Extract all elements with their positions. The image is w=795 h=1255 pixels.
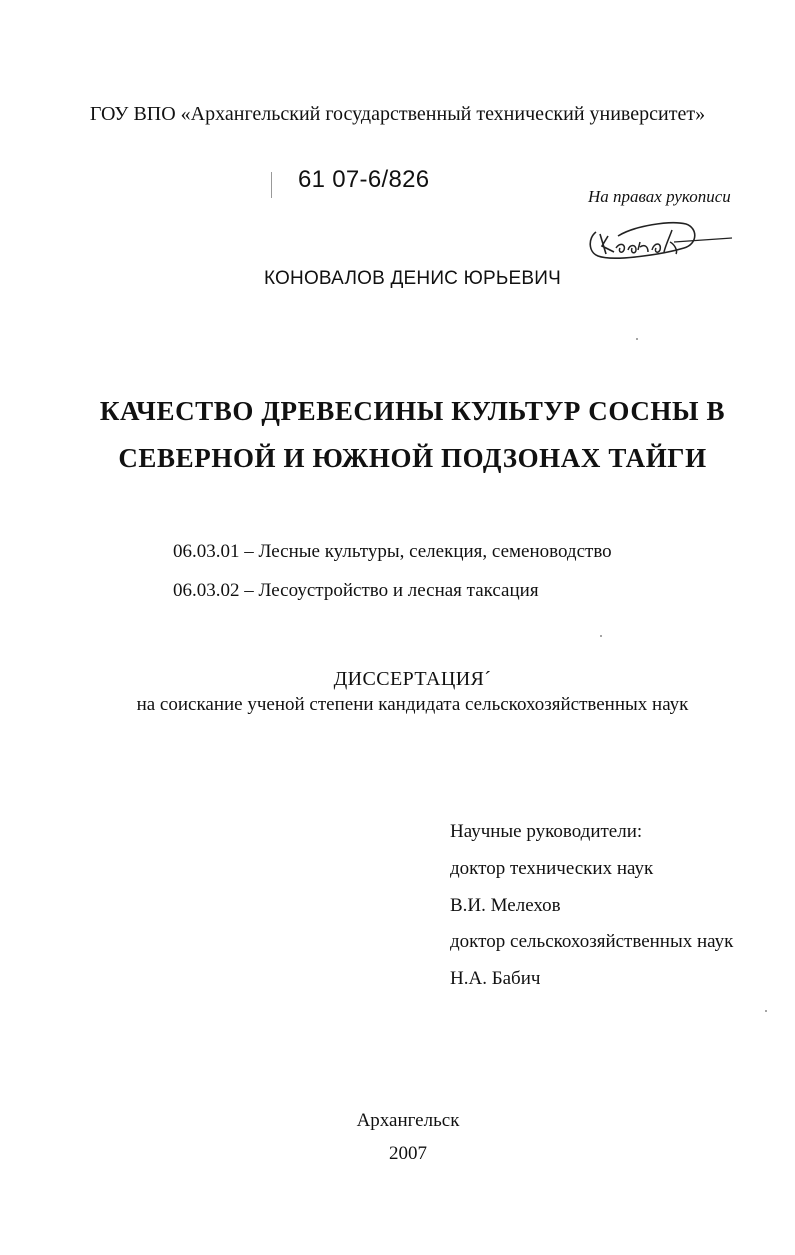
specialty-code-2: 06.03.02 – Лесоустройство и лесная таксация — [173, 580, 539, 601]
supervisor-degree-1: доктор технических наук — [450, 857, 654, 879]
library-call-number: 61 07-6/826 — [298, 166, 430, 193]
author-name: КОНОВАЛОВ ДЕНИС ЮРЬЕВИЧ — [264, 268, 561, 289]
supervisors-block — [450, 821, 733, 1005]
dissertation-title-line-1: КАЧЕСТВО ДРЕВЕСИНЫ КУЛЬТУР СОСНЫ В — [99, 396, 726, 426]
scan-speck — [765, 1010, 767, 1012]
year: 2007 — [389, 1143, 427, 1164]
institution-name: ГОУ ВПО «Архангельский государственный технический университет» — [89, 103, 706, 125]
dissertation-title-line-2: СЕВЕРНОЙ И ЮЖНОЙ ПОДЗОНАХ ТАЙГИ — [118, 443, 707, 473]
document-type: ДИССЕРТАЦИЯ´ — [333, 668, 492, 690]
specialty-code-1: 06.03.01 – Лесные культуры, селекция, семеноводство — [173, 541, 612, 562]
scan-speck — [636, 338, 638, 340]
city: Архангельск — [356, 1110, 460, 1131]
supervisor-degree-2: доктор сельскохозяйственных наук — [450, 931, 734, 953]
scan-mark — [271, 172, 272, 198]
supervisor-name-1: В.И. Мелехов — [450, 894, 561, 916]
scan-speck — [600, 635, 602, 637]
supervisor-name-2: Н.А. Бабич — [450, 968, 541, 990]
manuscript-rights-note: На правах рукописи — [588, 187, 731, 206]
degree-statement: на соискание ученой степени кандидата сельскохозяйственных наук — [136, 694, 689, 715]
author-signature — [574, 214, 734, 266]
supervisors-heading: Научные руководители: — [450, 821, 643, 842]
